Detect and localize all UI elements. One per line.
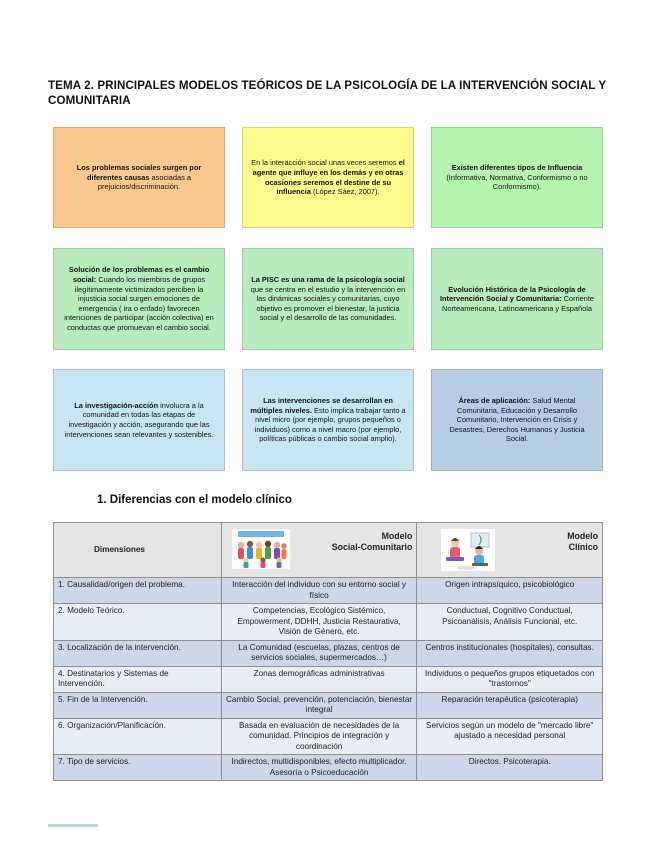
header-social-model-line2: Social-Comunitario	[331, 542, 413, 552]
box-influence-types	[431, 127, 603, 228]
row-social-value: Competencias, Ecológico Sistémico, Empowerment, DDHH, Justicia Restaurativa, Visión de Género, etc.	[221, 604, 417, 641]
row-social-value: Basada en evaluación de necesidades de la comunidad. Principios de integración y coordinación	[221, 718, 417, 755]
row-clinical-value: Individuos o pequeños grupos etiquetados con "trastornos"	[417, 666, 603, 692]
row-social-value: La Comunidad (escuelas, plazas, centros de servicios sociales, supermercados…)	[221, 640, 417, 666]
therapy-session-illustration	[441, 529, 495, 571]
box-social-change	[53, 248, 225, 350]
box-application-areas	[431, 369, 603, 471]
concept-grid	[53, 127, 604, 471]
box-social-interaction-bold: el agente que influye en los demás y en otras ocasiones seremos el destine de su influencia	[252, 158, 405, 197]
row-clinical-value: Servicios según un modelo de "mercado libre" ajustado a necesidad personal	[417, 718, 603, 755]
row-clinical-value: Reparación terapéutica (psicoterapia)	[417, 692, 603, 718]
table-row	[54, 718, 603, 755]
row-dimension: 1. Causalidad/origen del problema.	[54, 578, 222, 604]
comparison-table	[53, 522, 603, 781]
row-dimension: 6. Organización/Planificación.	[54, 718, 222, 755]
header-clinical-model	[417, 523, 603, 578]
table-row	[54, 692, 603, 718]
box-social-change-bold: Solución de los problemas es el cambio social:	[68, 265, 210, 285]
box-historical-evolution	[431, 248, 603, 350]
document-title: TEMA 2. PRINCIPALES MODELOS TEÓRICOS DE LA PSICOLOGÍA DE LA INTERVENCIÓN SOCIAL Y COMUNITARIA	[48, 79, 607, 107]
box-application-areas-bold: Áreas de aplicación:	[458, 396, 531, 406]
box-influence-types-bold: Existen diferentes tipos de Influencia	[451, 163, 583, 173]
section-heading: 1. Diferencias con el modelo clínico	[97, 494, 292, 506]
box-multilevel-interventions-bold: Las intervenciones se desarrollan en múltiples niveles.	[250, 396, 393, 415]
table-row	[54, 755, 603, 781]
community-group-illustration	[232, 529, 290, 569]
row-dimension: 4. Destinatarios y Sistemas de Intervención.	[54, 666, 222, 692]
box-social-problems-bold: Los problemas sociales surgen por diferentes causas	[76, 163, 202, 182]
table-row	[54, 578, 603, 604]
header-social-model	[221, 523, 417, 578]
header-clinical-model-line2: Clínico	[568, 542, 598, 552]
table-row	[54, 666, 603, 692]
row-social-value: Zonas demográficas administrativas	[221, 666, 417, 692]
footer-mark	[48, 824, 98, 827]
header-clinical-model-line1: Modelo	[567, 531, 598, 541]
box-action-research-bold: La investigación-acción	[74, 400, 159, 410]
box-influence-types-text: (Informativa, Normativa, Conformismo o no Conformismo).	[446, 172, 588, 192]
box-multilevel-interventions	[242, 369, 414, 471]
header-social-model-line1: Modelo	[381, 531, 413, 541]
row-dimension: 7. Tipo de servicios.	[54, 755, 222, 781]
table-row	[54, 640, 603, 666]
box-action-research-text: involucra a la comunidad en todas las etapas de investigación y acción, asegurando que las intervenciones sean relevantes y sostenibles.	[64, 400, 214, 439]
row-clinical-value: Conductual, Cognitivo Conductual, Psicoanálisis, Análisis Funcional, etc.	[417, 604, 603, 641]
row-clinical-value: Directos. Psicoterapia.	[417, 755, 603, 781]
table-row	[54, 604, 603, 641]
row-social-value: Indirectos, multidisponibles, efecto multiplicador. Asesoría o Psicoeducación	[221, 755, 417, 781]
row-dimension: 5. Fin de la Intervención.	[54, 692, 222, 718]
box-pisc-definition-bold: La PISC es una rama de la psicología social	[251, 275, 405, 285]
row-clinical-value: Origen intrapsíquico, psicobiológico	[417, 578, 603, 604]
box-pisc-definition-text: que se centra en el estudio y la intervención en las dinámicas sociales y comunitarias, cuyo objetivo es promover el bienestar, la justicia social y el desarrollo de las comunidades.	[250, 284, 406, 323]
box-social-interaction-text: (López Sáez, 2007).	[310, 187, 380, 197]
row-dimension: 2. Modelo Teórico.	[54, 604, 222, 641]
box-social-change-text: Cuando los miembros de grupos ilegítimamente victimizados perciben la injusticia social surgen emociones de emergencia ( ira o enfado) favorecen intenciones de participar (acción colectiva) en conductas que promuevan el cambio social.	[64, 275, 214, 332]
header-dimensions: Dimensiones	[54, 523, 222, 578]
row-dimension: 3. Localización de la intervención.	[54, 640, 222, 666]
box-social-interaction	[242, 127, 414, 228]
box-action-research	[53, 369, 225, 471]
row-social-value: Cambio Social, prevención, potenciación, bienestar integral	[221, 692, 417, 718]
box-historical-evolution-bold: Evolución Histórica de la Psicología de Intervención Social y Comunitaria:	[439, 284, 586, 304]
box-social-interaction-pre: En la interacción social unas veces seremos	[251, 158, 399, 168]
box-application-areas-text: Salud Mental Comunitaria, Educación y Desarrollo Comunitario, Intervención en Crisis y Desastres, Derechos Humanos y Justicia Social.	[449, 396, 585, 444]
box-social-problems-text: asociadas a prejuicios/discriminación.	[97, 172, 191, 192]
row-clinical-value: Centros institucionales (hospitales), consultas.	[417, 640, 603, 666]
row-social-value: Interacción del individuo con su entorno social y físico	[221, 578, 417, 604]
table-header-row	[54, 523, 603, 578]
box-multilevel-interventions-text: Esto implica trabajar tanto a nivel micro (por ejemplo, grupos pequeños o individuos) como a nivel macro (por ejemplo, políticas públicas o cambio social amplio).	[254, 405, 406, 444]
box-historical-evolution-text: Corriente Norteamericana, Latinoamericana y Española	[442, 294, 595, 313]
box-social-problems	[53, 127, 225, 228]
box-pisc-definition	[242, 248, 414, 350]
